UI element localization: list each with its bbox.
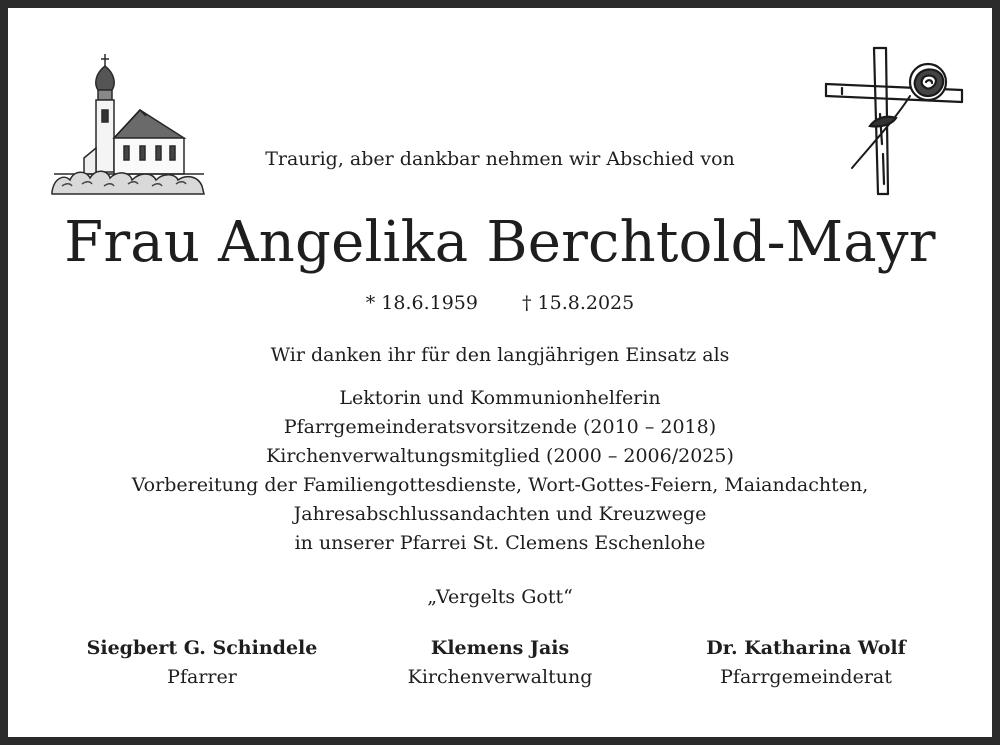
deceased-name: Frau Angelika Berchtold-Mayr [64, 210, 936, 275]
signatory [656, 634, 956, 692]
intro-text: Traurig, aber dankbar nehmen wir Abschied von [265, 148, 735, 170]
role-line: Pfarrgemeinderatsvorsitzende (2010 – 2018) [283, 416, 717, 438]
role-line: Vorbereitung der Familiengottesdienste, Wort-Gottes-Feiern, Maiandachten, [131, 474, 869, 496]
signatory-name: Klemens Jais [430, 637, 570, 659]
signatory-name: Siegbert G. Schindele [86, 637, 318, 659]
signatory-role: Pfarrer [167, 666, 237, 688]
signatory-role: Pfarrgemeinderat [720, 666, 892, 688]
church-icon [48, 52, 208, 202]
birth-date: * 18.6.1959 [365, 292, 478, 314]
signatory [52, 634, 352, 692]
signatory [350, 634, 650, 692]
role-line: in unserer Pfarrei St. Clemens Eschenlohe [294, 532, 706, 554]
signatory-role: Kirchenverwaltung [407, 666, 593, 688]
life-dates [8, 292, 992, 314]
role-line: Lektorin und Kommunionhelferin [339, 387, 661, 409]
death-date: † 15.8.2025 [522, 292, 635, 314]
signatory-name: Dr. Katharina Wolf [706, 637, 906, 659]
role-line: Jahresabschlussandachten und Kreuzwege [293, 503, 707, 525]
cross-rose-icon [822, 44, 968, 200]
role-line: Kirchenverwaltungsmitglied (2000 – 2006/2025) [266, 445, 734, 467]
roles-list [8, 384, 992, 558]
thanks-text: Wir danken ihr für den langjährigen Einsatz als [270, 344, 730, 366]
quote-text: „Vergelts Gott“ [427, 586, 573, 608]
